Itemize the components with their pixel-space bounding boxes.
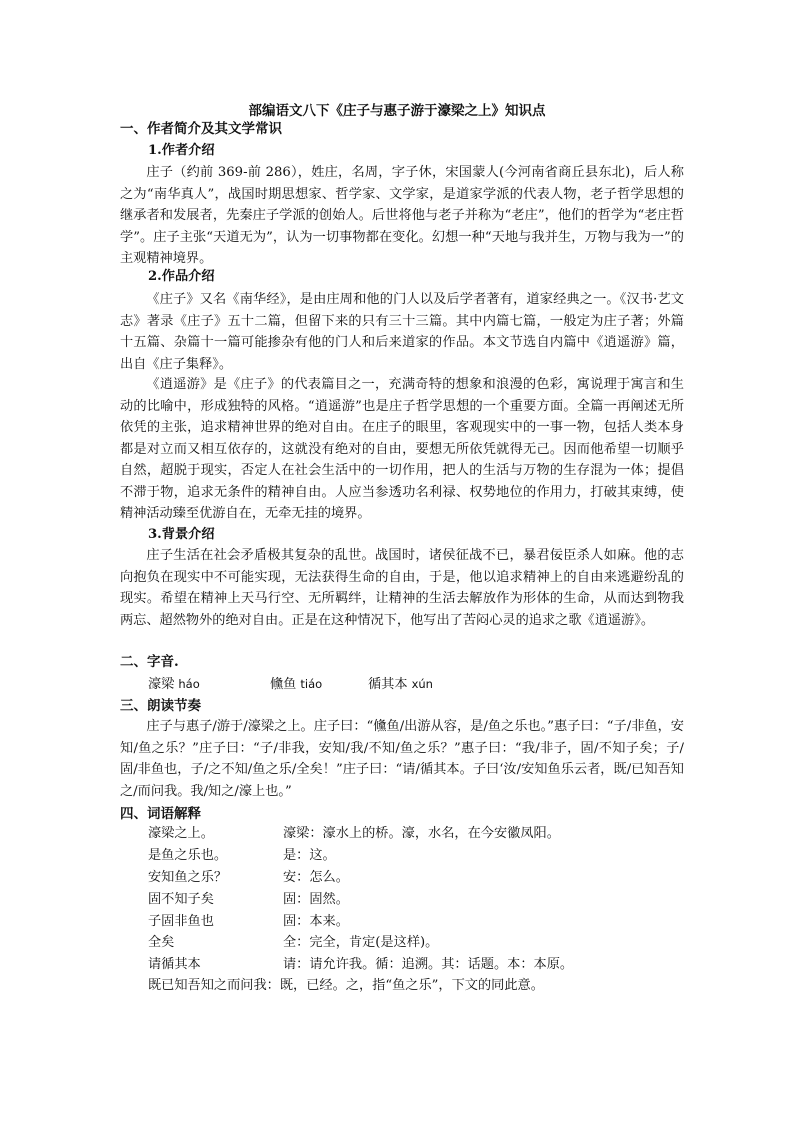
vocab-definition: 固：固然。 [283,892,349,907]
pronunciation-word: 濠梁 [148,677,175,692]
background-paragraph [120,545,684,631]
vocab-row [148,846,336,866]
vocab-term: 安知鱼之乐？ [148,870,228,885]
section-2-heading: 二、字音. [120,654,179,670]
works-paragraph-2 [120,374,684,525]
vocab-definition: 请：请允许我。循：追溯。其：话题。本：本原。 [283,957,574,972]
pronunciation-word: 儵鱼 [270,677,297,692]
section-3-heading: 三、朗读节奏 [120,698,201,714]
vocab-row [148,890,349,910]
vocab-row [148,868,349,888]
works-text-1: 《庄子》又名《南华经》，是由庄周和他的门人以及后学者著有，道家经典之一。《汉书·艺文志》著录《庄子》五十二篇，但留下来的只有三十三篇。其中内篇七篇，一般定为庄子著；外篇十五篇、杂篇十一篇可能掺杂有他的门人和后来道家的作品。本文节选自内篇中《逍遥游》篇，出自《庄子集释》。 [120,292,684,372]
pronunciation-pinyin: xún [411,677,433,691]
pronunciation-word: 循其本 [368,677,408,692]
works-text-2: 《逍遥游》是《庄子》的代表篇目之一，充满奇特的想象和浪漫的色彩，寓说理于寓言和生动的比喻中，形成独特的风格。“逍遥游”也是庄子哲学思想的一个重要方面。全篇一再阐述无所依凭的主张，追求精神世界的绝对自由。在庄子的眼里，客观现实中的一事一物，包括人类本身都是对立而又相互依存的，这就没有绝对的自由，要想无所依凭就得无己。因而他希望一切顺乎自然，超脱于现实，否定人在社会生活中的一切作用，把人的生活与万物的生存混为一体；提倡不滞于物，追求无条件的精神自由。人应当参透功名利禄、权势地位的作用力，打破其束缚，使精神活动臻至优游自在，无牵无挂的境界。 [120,377,684,521]
reading-rhythm-paragraph [120,716,684,802]
vocab-definition: 是：这。 [283,848,336,863]
vocab-row [148,933,438,953]
vocab-definition: 全：完全，肯定(是这样)。 [283,935,439,950]
pronunciation-pinyin: tiáo [300,677,323,691]
vocab-row-final: 既已知吾知之而问我：既，已经。之，指“鱼之乐”，下文的同此意。 [148,978,544,993]
pronunciation-item-3 [368,674,433,695]
document-title: 部编语文八下《庄子与惠子游于濠梁之上》知识点 [248,103,546,119]
section-1-heading: 一、作者简介及其文学常识 [120,121,282,137]
background-text: 庄子生活在社会矛盾极其复杂的乱世。战国时，诸侯征战不已，暴君佞臣杀人如麻。他的志向抱负在现实中不可能实现，无法获得生命的自由，于是，他以追求精神上的自由来逃避纷乱的现实。希望在精神上天马行空、无所羁绊，让精神的生活去解放作为形体的生命，从而达到物我两忘、超然物外的绝对自由。正是在这种情况下，他写出了苦闷心灵的追求之歌《逍遥游》。 [120,548,684,628]
vocab-term: 固不知子矣 [148,892,214,907]
vocab-term: 濠梁之上。 [148,826,214,841]
author-paragraph [120,162,684,270]
vocab-term: 子固非鱼也 [148,914,214,929]
pronunciation-item-1 [148,674,200,695]
vocab-definition: 固：本来。 [283,914,349,929]
vocab-row [148,912,349,932]
subsection-background-heading: 3.背景介绍 [148,527,215,542]
pronunciation-pinyin: háo [178,677,200,691]
vocab-definition: 安：怎么。 [283,870,349,885]
subsection-works-heading: 2.作品介绍 [148,269,215,284]
vocab-row [148,955,573,975]
reading-rhythm-text: 庄子与惠子/游于/濠梁之上。庄子曰：“儵鱼/出游从容，是/鱼之乐也。”惠子曰：“子/非鱼，安知/鱼之乐？”庄子曰：“子/非我，安知/我/不知/鱼之乐？”惠子曰：“我/非子，固/不知子矣；子/固/非鱼也，子/之不知/鱼之乐/全矣！”庄子曰：“请/循其本。子曰‘汝/安知鱼乐云者，既/已知吾知之/而问我。我/知之/濠上也。” [120,719,684,799]
vocab-term: 是鱼之乐也。 [148,848,228,863]
vocab-definition: 濠梁：濠水上的桥。濠，水名，在今安徽凤阳。 [283,826,560,841]
subsection-author-heading: 1.作者介绍 [148,143,215,158]
vocab-term: 全矣 [148,935,175,950]
works-paragraph-1 [120,289,684,375]
vocab-term: 请循其本 [148,957,201,972]
vocab-row [148,824,560,844]
pronunciation-item-2 [270,674,322,695]
section-4-heading: 四、词语解释 [120,806,201,822]
author-text: 庄子（约前 369-前 286），姓庄，名周，字子休，宋国蒙人(今河南省商丘县东北)，后人称之为“南华真人”，战国时期思想家、哲学家、文学家，是道家学派的代表人物，老子哲学思想的继承者和发展者，先秦庄子学派的创始人。后世将他与老子并称为“老庄”，他们的哲学为“老庄哲学”。庄子主张“天道无为”，认为一切事物都在变化。幻想一种“天地与我并生，万物与我为一”的主观精神境界。 [120,165,684,266]
